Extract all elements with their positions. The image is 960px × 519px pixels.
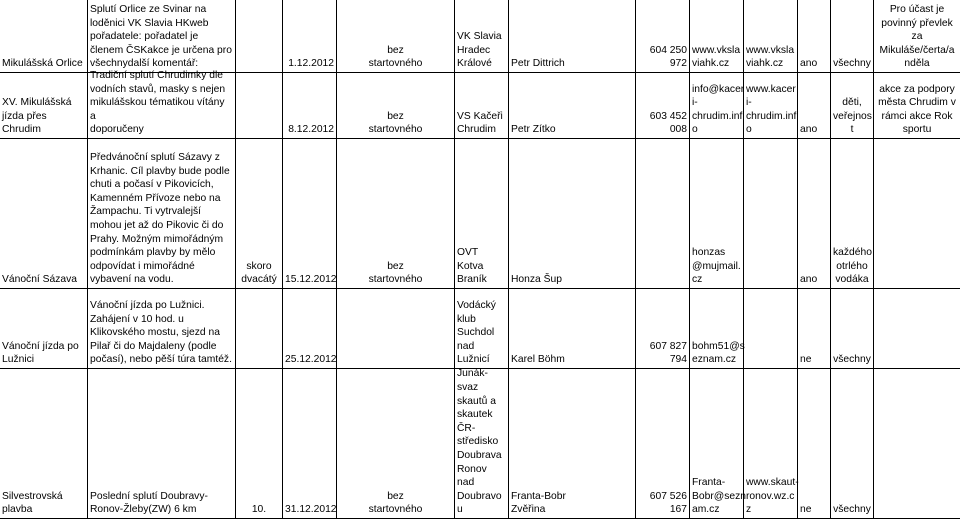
audience-cell[interactable] <box>831 288 874 368</box>
fee-cell[interactable] <box>236 0 283 72</box>
event-name-cell[interactable] <box>0 72 88 138</box>
fee-cell[interactable] <box>236 72 283 138</box>
note-cell[interactable] <box>874 138 960 288</box>
start-fee-cell[interactable] <box>337 0 455 72</box>
description-text: Poslední splutí Doubravy- Ronov-Žleby(ZW) 6 km <box>90 490 208 516</box>
contact-cell[interactable] <box>509 72 636 138</box>
organizer-cell[interactable] <box>455 72 509 138</box>
event-name-text: Silvestrovská plavba <box>2 490 63 516</box>
event-name-text: XV. Mikulášská jízda přes Chrudim <box>2 97 72 136</box>
description-text: Vánoční jízda po Lužnici. Zahájení v 10 hod. u Klikovského mostu, sjezd na Pilař či do Majdaleny (podle počasí), nebo pěší túra tamtéž. <box>90 300 232 366</box>
contact-text: Karel Böhm <box>511 354 565 366</box>
fee-text: skoro dvacátý <box>241 260 277 286</box>
organizer-text: Vodácký klub Suchdol nad Lužnicí <box>457 300 496 366</box>
web-text: www.skaut- ronov.wz.c z <box>746 477 799 516</box>
organizer-cell[interactable] <box>455 288 509 368</box>
audience-cell[interactable] <box>831 72 874 138</box>
fee-text: 10. <box>251 504 267 516</box>
date-text: 31.12.2012 <box>285 504 337 516</box>
date-cell[interactable] <box>283 72 337 138</box>
web-cell[interactable] <box>744 0 798 72</box>
table-row <box>0 138 960 289</box>
description-text: Tradiční splutí Chrudimky dle vodních stavů, masky s nejen mikulášskou tématikou vítány a doporučeny <box>90 70 226 136</box>
rental-text: ne <box>800 354 812 366</box>
phone-cell[interactable] <box>636 0 690 72</box>
email-text: www.vksla viahk.cz <box>692 44 741 70</box>
audience-text: děti, veřejnos t <box>833 97 872 136</box>
table-row <box>0 72 960 139</box>
organizer-text: VK Slavia Hradec Králové <box>457 31 502 70</box>
audience-text: všechny <box>833 504 871 516</box>
contact-cell[interactable] <box>509 138 636 288</box>
start-fee-cell[interactable] <box>337 368 455 518</box>
email-text: bohm51@s eznam.cz <box>692 340 745 366</box>
rental-text: ano <box>800 124 818 136</box>
start-fee-text: bez startovného <box>368 110 423 136</box>
note-cell[interactable] <box>874 72 960 138</box>
fee-cell[interactable] <box>236 288 283 368</box>
date-text: 1.12.2012 <box>288 58 334 70</box>
contact-text: Petr Zítko <box>511 124 556 136</box>
contact-cell[interactable] <box>509 0 636 72</box>
email-cell[interactable] <box>690 138 744 288</box>
contact-cell[interactable] <box>509 288 636 368</box>
contact-text: Honza Šup <box>511 274 562 286</box>
audience-cell[interactable] <box>831 368 874 518</box>
note-cell[interactable] <box>874 368 960 518</box>
organizer-cell[interactable] <box>455 138 509 288</box>
phone-cell[interactable] <box>636 138 690 288</box>
note-text: Pro účast je povinný převlek za Mikuláše/čerta/a nděla <box>879 4 955 70</box>
email-text: info@kacer i- chrudim.inf o <box>692 83 745 136</box>
table-row <box>0 368 960 519</box>
date-cell[interactable] <box>283 138 337 288</box>
start-fee-cell[interactable] <box>337 138 455 288</box>
phone-text: 603 452 008 <box>649 110 687 136</box>
organizer-text: VS Kačeři Chrudim <box>457 110 503 136</box>
phone-text: 607 827 794 <box>649 340 687 366</box>
rental-cell[interactable] <box>798 0 831 72</box>
event-name-cell[interactable] <box>0 0 88 72</box>
note-text: akce za podpory města Chrudim v rámci akce Rok sportu <box>878 83 956 136</box>
organizer-text: OVT Kotva Braník <box>457 247 487 286</box>
table-row <box>0 288 960 369</box>
rental-cell[interactable] <box>798 368 831 518</box>
event-name-cell[interactable] <box>0 288 88 368</box>
audience-cell[interactable] <box>831 138 874 288</box>
event-name-text: Vánoční Sázava <box>2 274 77 286</box>
phone-cell[interactable] <box>636 288 690 368</box>
phone-cell[interactable] <box>636 368 690 518</box>
email-cell[interactable] <box>690 288 744 368</box>
web-cell[interactable] <box>744 288 798 368</box>
start-fee-cell[interactable] <box>337 72 455 138</box>
audience-text: všechny <box>833 58 871 70</box>
description-cell[interactable] <box>88 288 236 368</box>
web-cell[interactable] <box>744 138 798 288</box>
date-text: 25.12.2012 <box>285 354 337 366</box>
description-text: Předvánoční splutí Sázavy z Krhanic. Cíl plavby bude podle chuti a počasí v Pikovicích, Kamenném Přívoze nebo na Žampachu. Ti vytrvalejší mohou jet až do Pikovic či do Prahy. Možným mimořádným podmínkám plavby by mělo odpovídat i mimořádné vybavení na vodu. <box>90 152 230 286</box>
description-cell[interactable] <box>88 368 236 518</box>
contact-cell[interactable] <box>509 368 636 518</box>
start-fee-text: bez startovného <box>368 44 423 70</box>
contact-text: Petr Dittrich <box>511 58 565 70</box>
description-cell[interactable] <box>88 0 236 72</box>
event-name-cell[interactable] <box>0 138 88 288</box>
description-cell[interactable] <box>88 72 236 138</box>
rental-cell[interactable] <box>798 138 831 288</box>
fee-cell[interactable] <box>236 368 283 518</box>
email-cell[interactable] <box>690 0 744 72</box>
date-cell[interactable] <box>283 368 337 518</box>
rental-text: ne <box>800 504 812 516</box>
rental-cell[interactable] <box>798 72 831 138</box>
note-cell[interactable] <box>874 0 960 72</box>
rental-text: ano <box>800 274 818 286</box>
organizer-cell[interactable] <box>455 368 509 518</box>
audience-text: každého otrlého vodáka <box>833 247 872 286</box>
date-text: 15.12.2012 <box>285 274 337 286</box>
rental-text: ano <box>800 58 818 70</box>
table-row <box>0 0 960 73</box>
start-fee-text: bez startovného <box>368 260 423 286</box>
description-text: Splutí Orlice ze Svinar na loděnici VK Slavia HKweb pořadatele: pořadatel je členem ČSKakce je určena pro všechnydalší komentář: <box>90 4 232 70</box>
description-cell[interactable] <box>88 138 236 288</box>
contact-text: Franta-Bobr Zvěřina <box>511 490 566 516</box>
start-fee-text: bez startovného <box>368 490 423 516</box>
date-cell[interactable] <box>283 0 337 72</box>
rental-cell[interactable] <box>798 288 831 368</box>
organizer-cell[interactable] <box>455 0 509 72</box>
event-name-text: Mikulášská Orlice <box>2 58 83 70</box>
web-cell[interactable] <box>744 368 798 518</box>
fee-cell[interactable] <box>236 138 283 288</box>
email-cell[interactable] <box>690 72 744 138</box>
phone-text: 607 526 167 <box>649 490 687 516</box>
web-cell[interactable] <box>744 72 798 138</box>
date-text: 8.12.2012 <box>288 124 334 136</box>
web-text: www.vksla viahk.cz <box>746 44 795 70</box>
web-text: www.kacer i- chrudim.inf o <box>746 83 797 136</box>
phone-text: 604 250 972 <box>649 44 687 70</box>
audience-text: všechny <box>833 354 871 366</box>
email-text: honzas @mujmail. cz <box>692 247 741 286</box>
phone-cell[interactable] <box>636 72 690 138</box>
organizer-text: Junák-svaz skautů a skautek ČR- středisko Doubrava Ronov nad Doubravo u <box>457 368 502 516</box>
event-name-cell[interactable] <box>0 368 88 518</box>
event-name-text: Vánoční jízda po Lužnici <box>2 340 79 366</box>
email-text: Franta- Bobr@sezn am.cz <box>692 477 746 516</box>
email-cell[interactable] <box>690 368 744 518</box>
note-cell[interactable] <box>874 288 960 368</box>
start-fee-cell[interactable] <box>337 288 455 368</box>
audience-cell[interactable] <box>831 0 874 72</box>
date-cell[interactable] <box>283 288 337 368</box>
